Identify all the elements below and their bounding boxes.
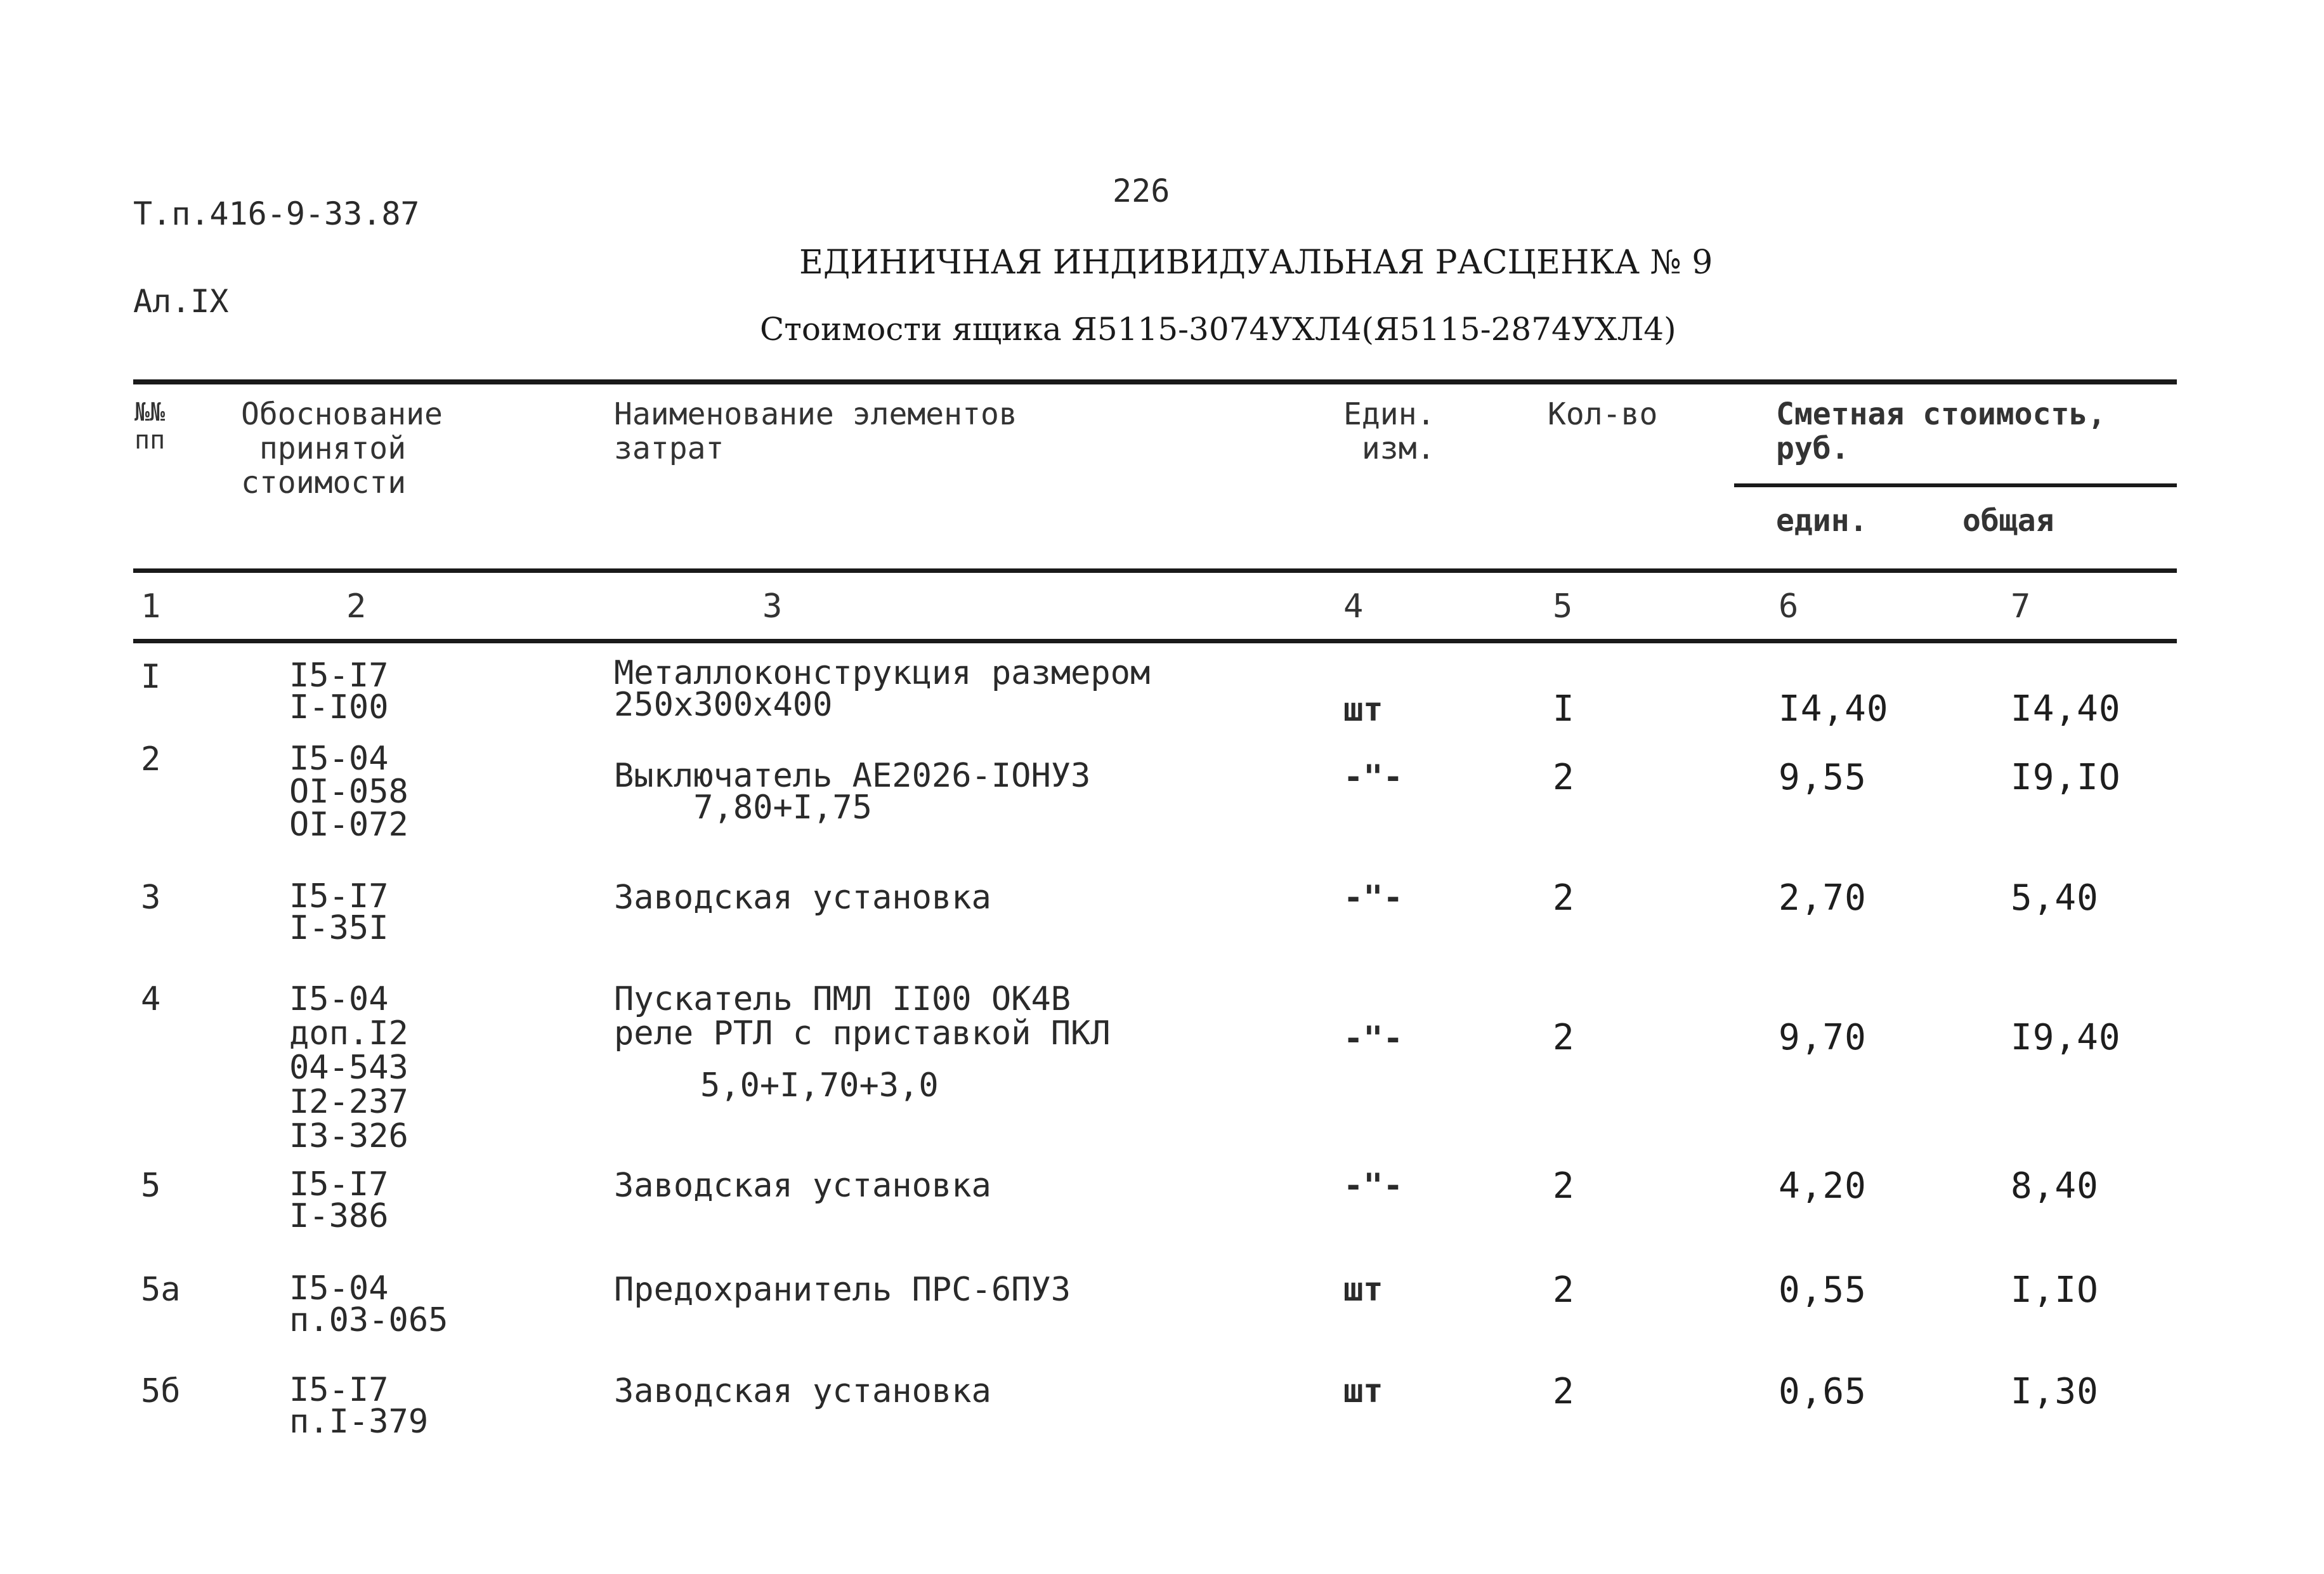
row-quantity: 2 bbox=[1553, 1165, 1575, 1207]
row-unit-price: 2,70 bbox=[1779, 877, 1867, 919]
row-unit-price: I4,40 bbox=[1779, 688, 1889, 730]
page-title: ЕДИНИЧНАЯ ИНДИВИДУАЛЬНАЯ РАСЦЕНКА № 9 bbox=[799, 244, 1713, 282]
row-basis: I5-04 п.03-065 bbox=[289, 1269, 448, 1339]
row-number: 5а bbox=[141, 1271, 181, 1309]
row-unit: -"- bbox=[1343, 758, 1403, 796]
header-quantity: Кол-во bbox=[1548, 397, 1658, 432]
row-unit-price: 0,55 bbox=[1779, 1269, 1867, 1311]
column-number: 5 bbox=[1553, 587, 1573, 626]
row-unit: -"- bbox=[1343, 879, 1403, 917]
row-name: Выключатель АЕ2026-IОНУЗ 7,80+I,75 bbox=[614, 757, 1091, 827]
row-total: 8,40 bbox=[2011, 1165, 2099, 1207]
row-unit: шт bbox=[1343, 1271, 1383, 1309]
column-number: 7 bbox=[2011, 587, 2031, 626]
row-number: 5б bbox=[141, 1372, 181, 1410]
header-unit: Един. изм. bbox=[1343, 397, 1435, 466]
row-basis: I5-I7 I-I00 bbox=[289, 657, 389, 726]
page-number: 226 bbox=[1113, 173, 1170, 209]
row-total: 5,40 bbox=[2011, 877, 2099, 919]
row-name: Металлоконструкция размером 250x300x400 bbox=[614, 654, 1151, 724]
row-total: I9,40 bbox=[2011, 1017, 2121, 1058]
row-quantity: 2 bbox=[1553, 1017, 1575, 1058]
header-estimated-cost: Сметная стоимость, руб. bbox=[1776, 397, 2106, 466]
row-quantity: I bbox=[1553, 688, 1575, 730]
header-bottom-rule bbox=[133, 568, 2177, 573]
row-quantity: 2 bbox=[1553, 757, 1575, 798]
header-total: общая bbox=[1962, 503, 2054, 539]
cost-subheader-rule bbox=[1734, 483, 2177, 487]
row-basis: I5-04 OI-058 OI-072 bbox=[289, 740, 408, 844]
row-unit: шт bbox=[1343, 691, 1383, 729]
row-total: I9,IO bbox=[2011, 757, 2121, 798]
column-number: 6 bbox=[1779, 587, 1799, 626]
row-name: Заводская установка bbox=[614, 1372, 991, 1410]
column-number: 1 bbox=[141, 587, 161, 626]
row-unit-price: 9,70 bbox=[1779, 1017, 1867, 1058]
row-number: 4 bbox=[141, 980, 161, 1018]
row-number: 5 bbox=[141, 1167, 161, 1205]
row-unit: -"- bbox=[1343, 1020, 1403, 1058]
row-basis: I5-I7 п.I-379 bbox=[289, 1371, 429, 1441]
row-basis: I5-04 доп.I2 04-543 I2-237 I3-326 bbox=[289, 980, 408, 1155]
row-basis: I5-I7 I-35I bbox=[289, 877, 389, 947]
row-total: I,30 bbox=[2011, 1371, 2099, 1412]
row-name-formula: 5,0+I,70+3,0 bbox=[700, 1066, 939, 1105]
row-basis: I5-I7 I-386 bbox=[289, 1165, 389, 1235]
row-quantity: 2 bbox=[1553, 877, 1575, 919]
header-basis: Обоснование принятой стоимости bbox=[241, 397, 443, 501]
table-top-rule bbox=[133, 379, 2177, 384]
row-unit-price: 4,20 bbox=[1779, 1165, 1867, 1207]
album-number: Ал.IX bbox=[133, 283, 229, 320]
header-row-number: №№ пп bbox=[134, 398, 166, 455]
column-number: 2 bbox=[346, 587, 367, 626]
row-unit: -"- bbox=[1343, 1167, 1403, 1205]
column-numbers-rule bbox=[133, 639, 2177, 643]
page-subtitle: Стоимости ящика Я5115-3074УХЛ4(Я5115-2874УХЛ4) bbox=[760, 311, 1676, 348]
row-number: I bbox=[141, 658, 161, 696]
row-name: Пускатель ПМЛ II00 ОК4В реле РТЛ с приставкой ПКЛ bbox=[614, 980, 1111, 1053]
document-code: Т.п.416-9-33.87 bbox=[133, 195, 420, 232]
row-quantity: 2 bbox=[1553, 1371, 1575, 1412]
header-cost-item-name: Наименование элементов затрат bbox=[614, 397, 1017, 466]
row-name: Заводская установка bbox=[614, 879, 991, 917]
row-quantity: 2 bbox=[1553, 1269, 1575, 1311]
document-reference bbox=[133, 141, 420, 345]
row-number: 3 bbox=[141, 879, 161, 917]
row-name: Заводская установка bbox=[614, 1167, 991, 1205]
row-unit: шт bbox=[1343, 1372, 1383, 1410]
row-name: Предохранитель ПРС-6ПУЗ bbox=[614, 1271, 1071, 1309]
row-unit-price: 9,55 bbox=[1779, 757, 1867, 798]
row-number: 2 bbox=[141, 740, 161, 778]
column-number: 3 bbox=[762, 587, 783, 626]
row-total: I,IO bbox=[2011, 1269, 2099, 1311]
header-unit-price: един. bbox=[1776, 503, 1868, 539]
row-unit-price: 0,65 bbox=[1779, 1371, 1867, 1412]
column-number: 4 bbox=[1343, 587, 1364, 626]
row-total: I4,40 bbox=[2011, 688, 2121, 730]
